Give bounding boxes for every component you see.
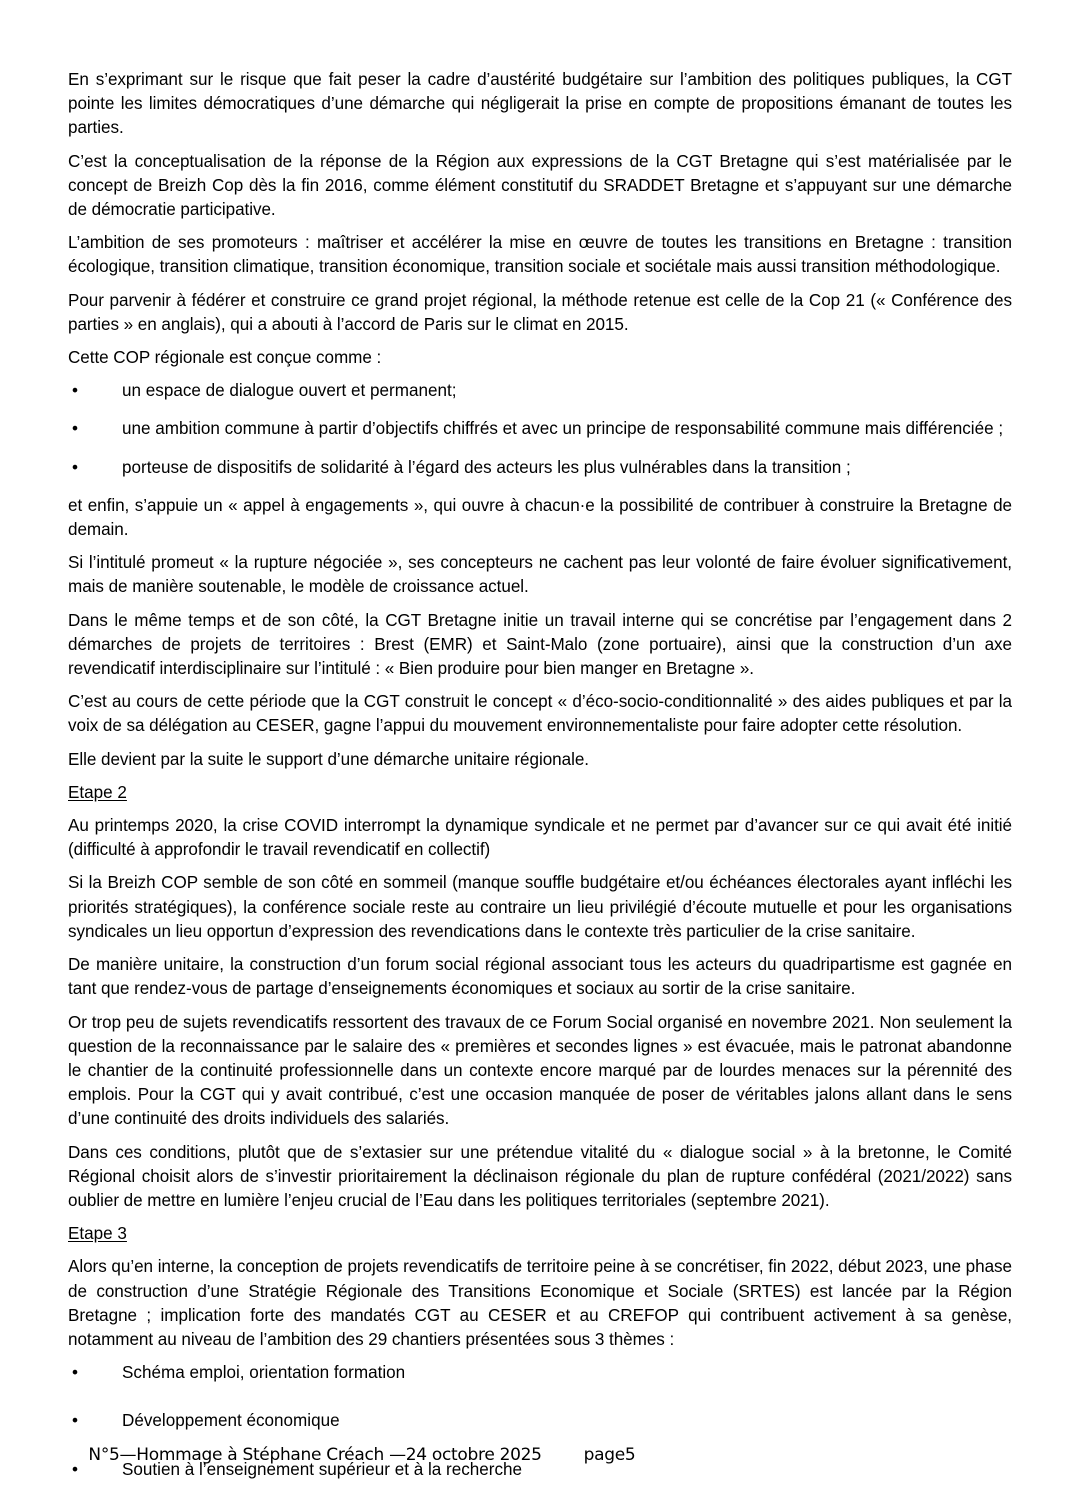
section-heading-label: Etape 3 [68,1224,127,1244]
document-body [68,68,1012,1482]
paragraph: C’est au cours de cette période que la CGT construit le concept « d’éco-socio-conditionnalité » des aides publiques et par la voix de sa délégation au CESER, gagne l’appui du mouvement environnementaliste pour faire adopter cette résolution. [68,692,1012,736]
list-item [68,1361,1012,1385]
paragraph: Or trop peu de sujets revendicatifs ressortent des travaux de ce Forum Social organisé en novembre 2021. Non seulement la question de la reconnaissance par le salaire des « premières et secondes lignes » est évacuée, mais le patronat abandonne le chantier de la continuité professionnelle dans un contexte encore marqué par de lourdes menaces sur la pérennité des emplois. Pour la CGT qui y avait contribué, c’est une occasion manquée de poser de véritables jalons allant dans le sens d’une continuité des droits individuels des salariés. [68,1012,1012,1129]
bullet-point-icon: • [72,419,78,439]
paragraph: Dans le même temps et de son côté, la CGT Bretagne initie un travail interne qui se concrétise par l’engagement dans 2 démarches de projets de territoires : Brest (EMR) et Saint-Malo (zone portuaire), ainsi que la construction d’un axe revendicatif interdisciplinaire sur l’intitulé : « Bien produire pour bien manger en Bretagne ». [68,610,1012,679]
paragraph: C’est la conceptualisation de la réponse de la Région aux expressions de la CGT Bretagne qui s’est matérialisée par le concept de Breizh Cop dès la fin 2016, comme élément constitutif du SRADDET Bretagne et s’appuyant sur une démarche de démocratie participative. [68,151,1012,220]
section-heading-label: Etape 2 [68,782,127,802]
bullet-point-icon: • [72,381,78,401]
list-item [68,456,1012,480]
paragraph: et enfin, s’appuie un « appel à engagements », qui ouvre à chacun·e la possibilité de contribuer à construire la Bretagne de demain. [68,495,1012,540]
list-item [68,379,1012,403]
paragraph: Si la Breizh COP semble de son côté en sommeil (manque souffle budgétaire et/ou échéances électorales ayant infléchi les priorités stratégiques), la conférence sociale reste au contraire un lieu privilégié d’écoute mutuelle et pour les organisations syndicales un lieu opportun d’expression des revendications dans le contexte très particulier de la crise sanitaire. [68,873,1012,941]
section-heading-etape-3 [68,1222,1012,1246]
list-item-label: Soutien à l’enseignement supérieur et à la recherche [122,1459,523,1479]
list-item-label: un espace de dialogue ouvert et permanent; [122,381,457,401]
list-item-label: Développement économique [122,1411,340,1431]
footer-issue-label: N°5—Hommage à Stéphane Créach —24 octobre 2025 [88,1445,542,1465]
list-item [68,417,1012,441]
paragraph: Au printemps 2020, la crise COVID interrompt la dynamique syndicale et ne permet par d’avancer sur ce qui avait été initié (difficulté à approfondir le travail revendicatif en collectif) [68,816,1012,860]
paragraph: De manière unitaire, la construction d’un forum social régional associant tous les acteurs du quadripartisme est gagnée en tant que rendez-vous de partage d’enseignements économiques et sociaux au sortir de la crise sanitaire. [68,955,1012,999]
paragraph: Pour parvenir à fédérer et construire ce grand projet régional, la méthode retenue est celle de la Cop 21 (« Conférence des parties » en anglais), qui a abouti à l’accord de Paris sur le climat en 2015. [68,290,1012,334]
bullet-point-icon: • [72,1363,78,1383]
bullet-point-icon: • [72,457,78,477]
paragraph: Elle devient par la suite le support d’une démarche unitaire régionale. [68,749,589,769]
list-item-label: une ambition commune à partir d’objectifs chiffrés et avec un principe de responsabilité commune mais différenciée ; [122,419,1004,439]
footer-page-number: page5 [583,1445,636,1465]
paragraph: Cette COP régionale est conçue comme : [68,348,382,368]
paragraph: En s’exprimant sur le risque que fait peser la cadre d’austérité budgétaire sur l’ambition des politiques publiques, la CGT pointe les limites démocratiques d’une démarche qui négligerait la prise en compte de propositions émanant de toutes les parties. [68,70,1012,138]
bullet-list [68,379,1012,480]
paragraph: L’ambition de ses promoteurs : maîtriser et accélérer la mise en œuvre de toutes les transitions en Bretagne : transition écologique, transition climatique, transition économique, transition sociale et sociétale mais aussi transition méthodologique. [68,233,1012,277]
list-item-label: Schéma emploi, orientation formation [122,1363,406,1383]
paragraph: Si l’intitulé promeut « la rupture négociée », ses concepteurs ne cachent pas leur volonté de faire évoluer significativement, mais de manière soutenable, le modèle de croissance actuel. [68,553,1012,597]
bullet-point-icon: • [72,1459,78,1479]
section-heading-etape-2 [68,781,1012,805]
list-item-label: porteuse de dispositifs de solidarité à l’égard des acteurs les plus vulnérables dans la transition ; [122,457,851,477]
paragraph: Dans ces conditions, plutôt que de s’extasier sur une prétendue vitalité du « dialogue social » à la bretonne, le Comité Régional choisit alors de s’investir prioritairement la déclinaison régionale du plan de rupture confédéral (2021/2022) sans oublier de mettre en lumière l’enjeu crucial de l’Eau dans les politiques territoriales (septembre 2021). [68,1142,1012,1210]
paragraph: Alors qu’en interne, la conception de projets revendicatifs de territoire peine à se concrétiser, fin 2022, début 2023, une phase de construction d’une Stratégie Régionale des Transitions Economique et Sociale (SRTES) est lancée par la Région Bretagne ; implication forte des mandatés CGT au CESER et au CREFOP qui contribuent activement à sa genèse, notamment au niveau de l’ambition des 29 chantiers présentées sous 3 thèmes : [68,1257,1012,1349]
bullet-point-icon: • [72,1411,78,1431]
page-footer [68,1422,1012,1488]
